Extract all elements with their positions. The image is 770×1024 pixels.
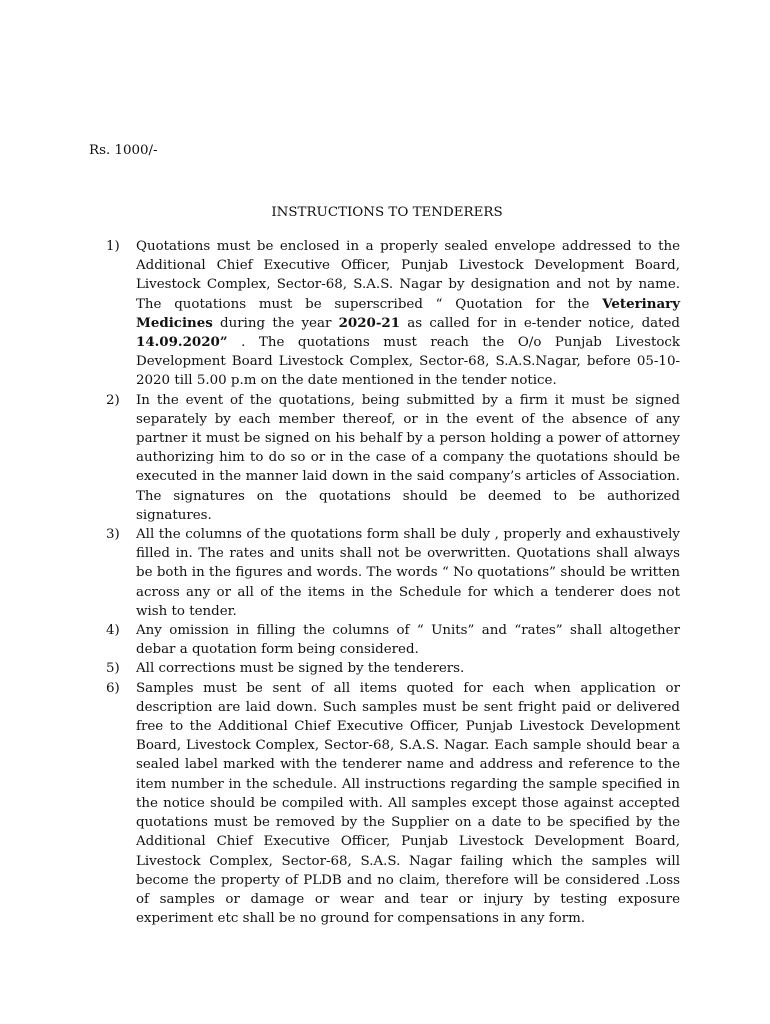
item-text-part: Quotations must be enclosed in a properly sealed envelope addressed to the Additional Chief Executive Officer, Punjab Livestock Development Board, Livestock Complex, Sector-68, S.A.S. Nagar by designation and not by name. The quotations must be superscribed “ Quotation for the bbox=[136, 239, 680, 312]
item-text-part: as called for in e-tender notice, dated bbox=[400, 315, 681, 331]
item-text-part: . The quotations must reach the O/o Punjab Livestock Development Board Livestock Complex, Sector-68, S.A.S.Nagar, before 05-10-2020 till 5.00 p.m on the date mentioned in the tender notice. bbox=[136, 335, 680, 389]
item-number: 5) bbox=[106, 661, 120, 677]
item-number: 4) bbox=[106, 623, 120, 639]
item-number: 1) bbox=[106, 239, 120, 254]
item-text-part: during the year bbox=[212, 315, 339, 331]
item-text: Samples must be sent of all items quoted for each when application or description are laid down. Such samples must be sent fright paid or delivered free to the Additional Chief Executive Officer, Punjab Livestock Development Board, Livestock Complex, Sector-68, S.A.S. Nagar. Each sample should bear a sealed label marked with the tenderer name and address and reference to the item number in the schedule. All instructions regarding the sample specified in the notice should be compiled with. All samples except those against accepted quotations must be removed by the Supplier on a date to be specified by the Additional Chief Executive Officer, Punjab Livestock Development Board, Livestock Complex, Sector-68, S.A.S. Nagar failing which the samples will become the property of PLDB and no claim, therefore will be considered .Loss of samples or damage or wear and tear or injury by testing exposure experiment etc shall be no ground for compensations in any form. bbox=[136, 680, 680, 927]
list-item bbox=[106, 659, 680, 678]
item-text-bold: Veterinary Medicines bbox=[136, 295, 680, 331]
price-label: Rs. 1000/- bbox=[89, 143, 158, 158]
item-number: 6) bbox=[106, 680, 120, 696]
item-text-bold: 14.09.2020” bbox=[136, 334, 228, 351]
item-number: 2) bbox=[106, 392, 120, 408]
item-text bbox=[136, 237, 680, 391]
item-text: All corrections must be signed by the tenderers. bbox=[136, 661, 465, 677]
item-text: All the columns of the quotations form shall be duly , properly and exhaustively filled in. The rates and units shall not be overwritten. Quotations shall always be both in the figures and words. The words “ No quotations” should be written across any or all of the items in the Schedule for which a tenderer does not wish to tender. bbox=[136, 527, 680, 619]
item-text: Any omission in filling the columns of “ Units” and “rates” shall altogether debar a quotation form being considered. bbox=[136, 623, 680, 658]
list-item bbox=[106, 679, 680, 929]
list-item bbox=[106, 237, 680, 391]
page-title: INSTRUCTIONS TO TENDERERS bbox=[271, 205, 503, 220]
list-item bbox=[106, 621, 680, 659]
item-text: In the event of the quotations, being submitted by a firm it must be signed separately by each member thereof, or in the event of the absence of any partner it must be signed on his behalf by a person holding a power of attorney authorizing him to do so or in the case of a company the quotations should be executed in the manner laid down in the said company’s articles of Association. The signatures on the quotations should be deemed to be authorized signatures. bbox=[136, 392, 680, 523]
item-text-bold: 2020-21 bbox=[338, 314, 401, 331]
item-number: 3) bbox=[106, 527, 120, 543]
instructions-list bbox=[106, 237, 680, 928]
list-item bbox=[106, 391, 680, 525]
list-item bbox=[106, 525, 680, 621]
